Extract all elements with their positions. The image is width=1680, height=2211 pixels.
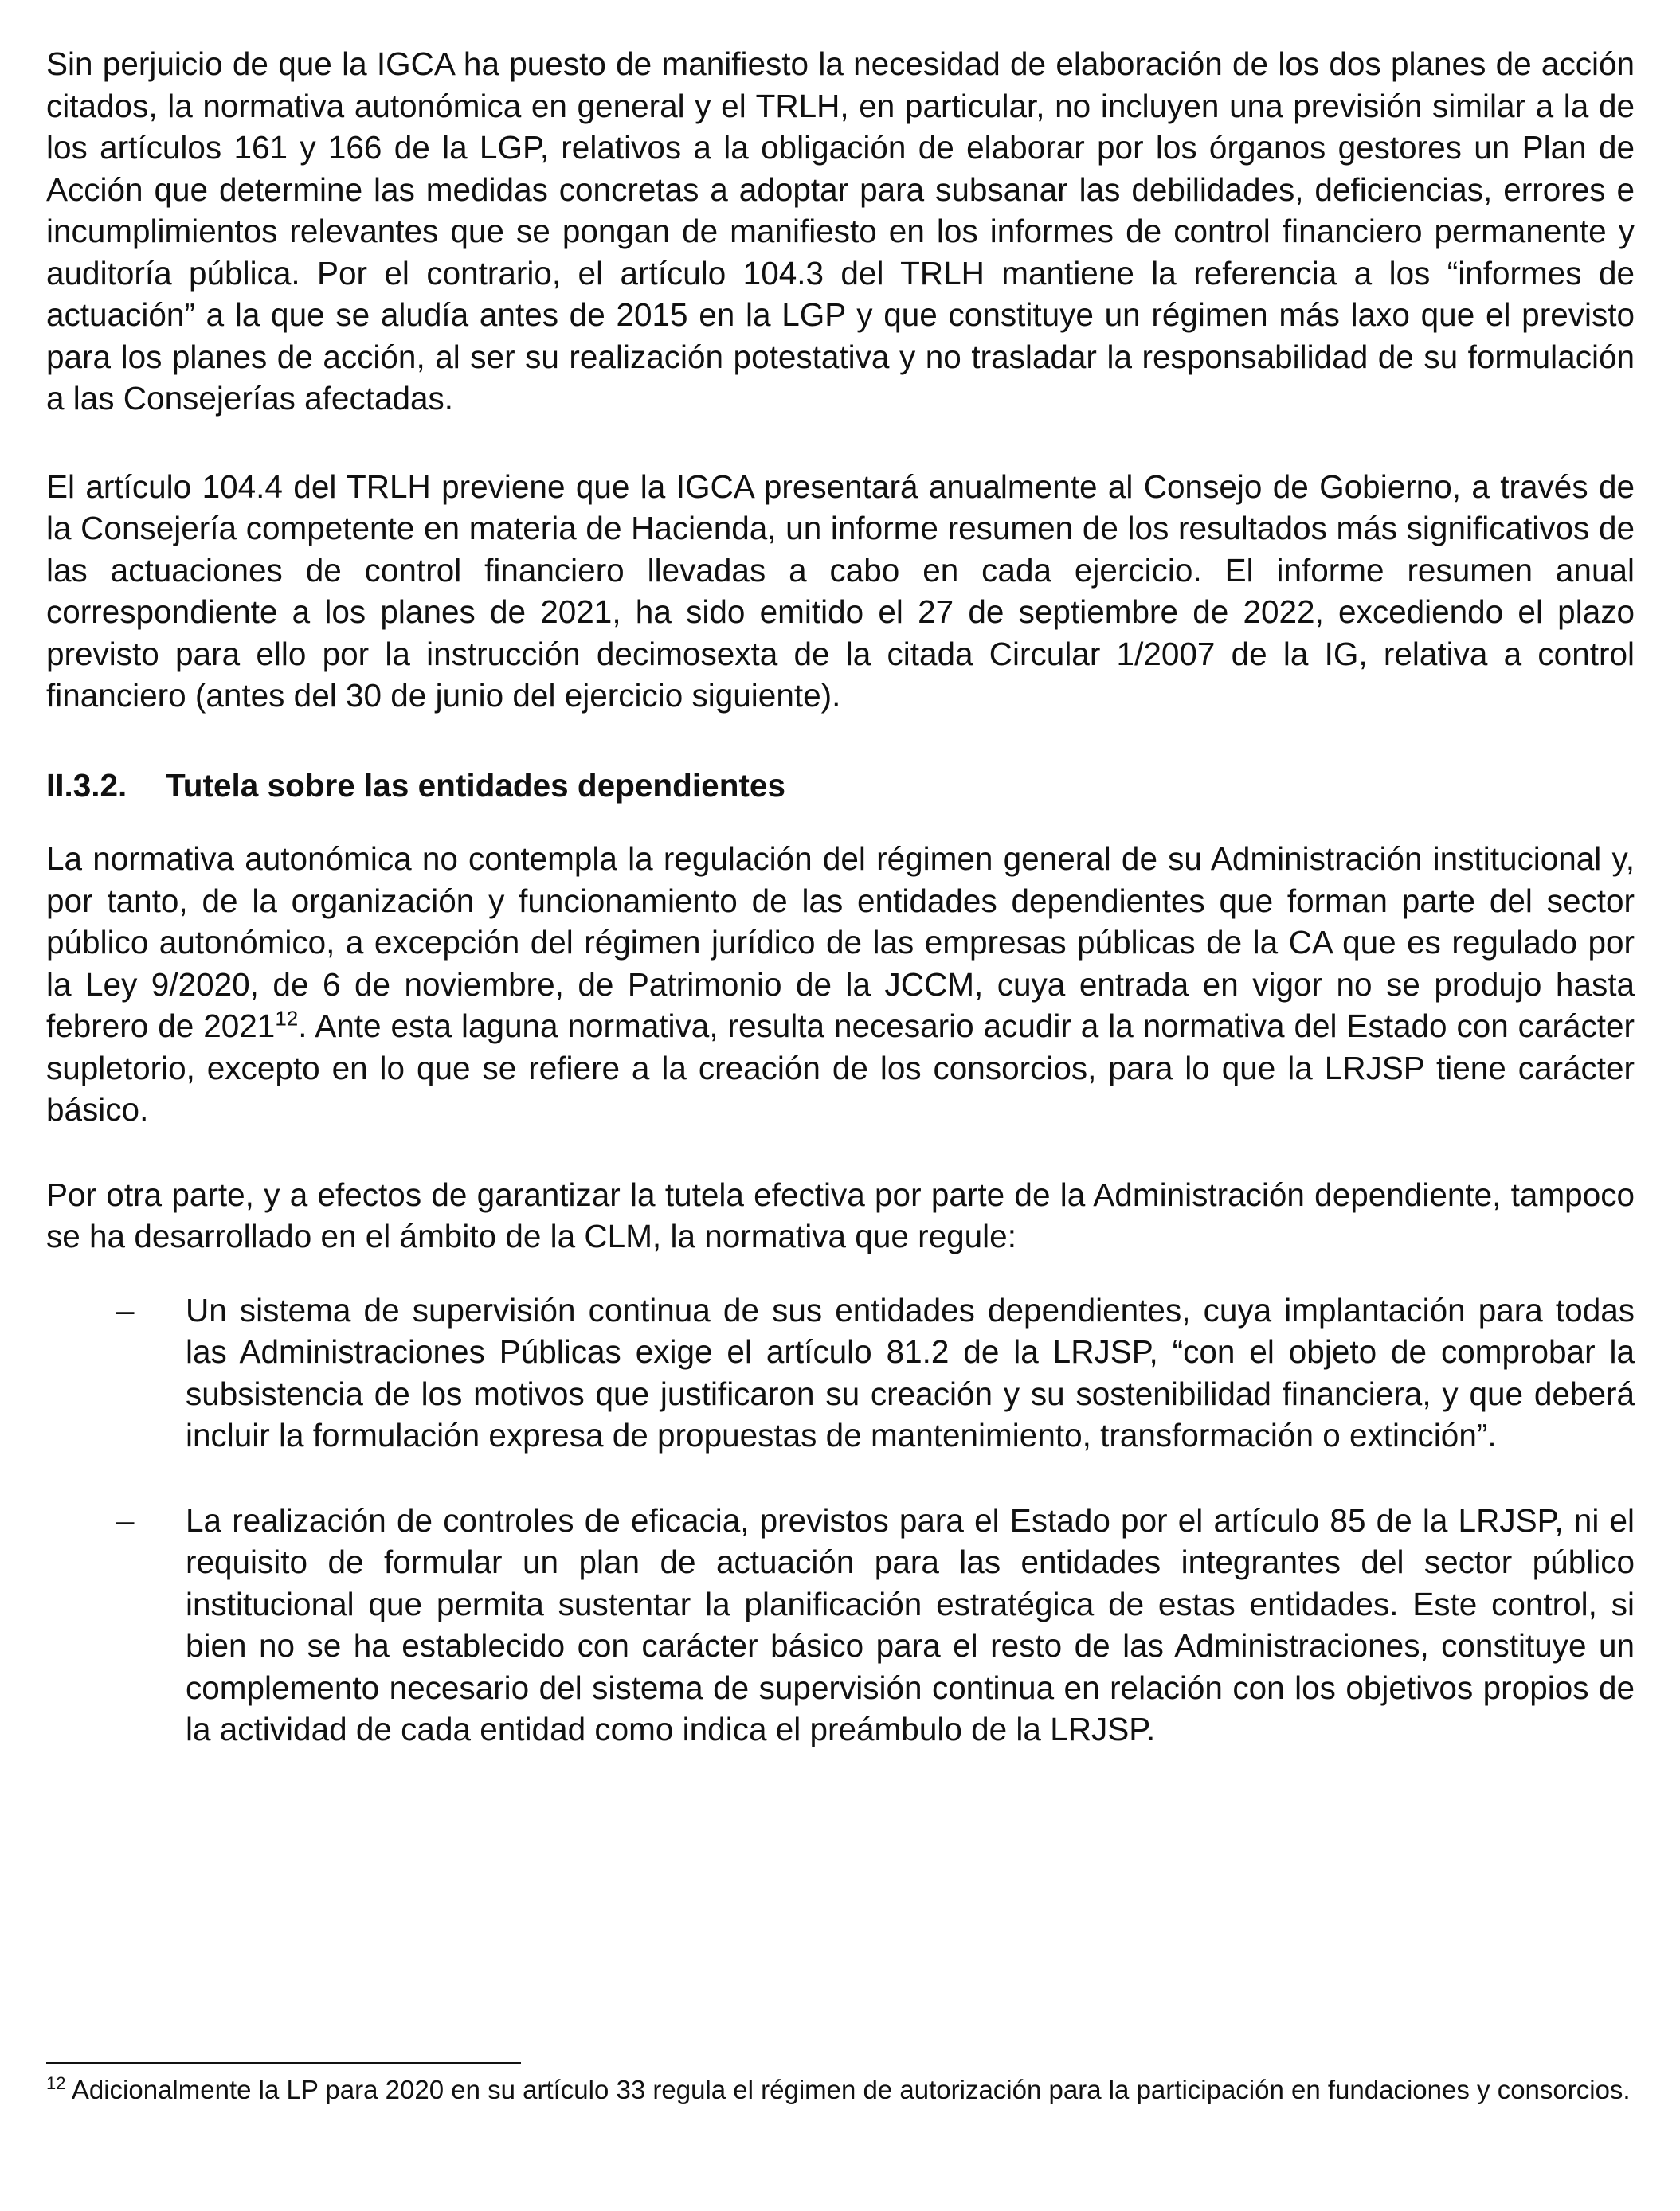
bullet-dash: – <box>116 1291 135 1329</box>
footnote-text: Adicionalmente la LP para 2020 en su artículo 33 regula el régimen de autorización para la participación en fundaciones y consorcios. <box>65 2075 1631 2104</box>
paragraph-tutela-efectiva: Por otra parte, y a efectos de garantizar la tutela efectiva por parte de la Administración dependiente, tampoco se ha desarrollado en el ámbito de la CLM, la normativa que regule: <box>46 1176 1635 1254</box>
list-item <box>46 1500 1635 1751</box>
section-number: II.3.2. <box>46 766 127 804</box>
section-title: Tutela sobre las entidades dependientes <box>166 766 785 804</box>
footnote-reference[interactable]: 12 <box>275 1006 299 1031</box>
list-item-text: Un sistema de supervisión continua de sus entidades dependientes, cuya implantación para todas las Administraciones Públicas exige el artículo 81.2 de la LRJSP, “con el objeto de comprobar la subsistencia de los motivos que justificaron su creación y su sostenibilidad financiera, y que deberá incluir la formulación expresa de propuestas de mantenimiento, transformación o extinción”. <box>186 1291 1635 1454</box>
section-heading <box>46 765 1635 807</box>
footnote-number: 12 <box>46 2073 66 2093</box>
paragraph-plan-de-accion: Sin perjuicio de que la IGCA ha puesto de manifiesto la necesidad de elaboración de los dos planes de acción citados, la normativa autonómica en general y el TRLH, en particular, no incluyen una previsión similar a la de los artículos 161 y 166 de la LGP, relativos a la obligación de elaborar por los órganos gestores un Plan de Acción que determine las medidas concretas a adoptar para subsanar las debilidades, deficiencias, errores e incumplimientos relevantes que se pongan de manifiesto en los informes de control financiero permanente y auditoría pública. Por el contrario, el artículo 104.3 del TRLH mantiene la referencia a los “informes de actuación” a la que se aludía antes de 2015 en la LGP y que constituye un régimen más laxo que el previsto para los planes de acción, al ser su realización potestativa y no trasladar la responsabilidad de su formulación a las Consejerías afectadas. <box>46 45 1635 417</box>
footnote-separator <box>46 2062 521 2064</box>
footnote <box>46 2072 1635 2107</box>
list-item <box>46 1289 1635 1457</box>
paragraph-text-before-ref: La normativa autonómica no contempla la regulación del régimen general de su Administración institucional y, por tanto, de la organización y funcionamiento de las entidades dependientes que forman parte del sector público autonómico, a excepción del régimen jurídico de las empresas públicas de la CA que es regulado por la Ley 9/2020, de 6 de noviembre, de Patrimonio de la JCCM, cuya entrada en vigor no se produjo hasta febrero de 2021 <box>46 840 1635 1044</box>
paragraph-text-after-ref: . Ante esta laguna normativa, resulta necesario acudir a la normativa del Estado con carácter supletorio, excepto en lo que se refiere a la creación de los consorcios, para lo que la LRJSP tiene carácter básico. <box>46 1008 1635 1128</box>
document-body <box>46 43 1635 1751</box>
bullet-dash: – <box>116 1501 135 1539</box>
paragraph-normativa-autonomica <box>46 838 1635 1131</box>
paragraph-informe-resumen: El artículo 104.4 del TRLH previene que la IGCA presentará anualmente al Consejo de Gobierno, a través de la Consejería competente en materia de Hacienda, un informe resumen de los resultados más significativos de las actuaciones de control financiero llevadas a cabo en cada ejercicio. El informe resumen anual correspondiente a los planes de 2021, ha sido emitido el 27 de septiembre de 2022, excediendo el plazo previsto para ello por la instrucción decimosexta de la citada Circular 1/2007 de la IG, relativa a control financiero (antes del 30 de junio del ejercicio siguiente). <box>46 468 1635 714</box>
list-item-text: La realización de controles de eficacia, previstos para el Estado por el artículo 85 de la LRJSP, ni el requisito de formular un plan de actuación para las entidades integrantes del sector público institucional que permita sustentar la planificación estratégica de estas entidades. Este control, si bien no se ha establecido con carácter básico para el resto de las Administraciones, constituye un complemento necesario del sistema de supervisión continua en relación con los objetivos propios de la actividad de cada entidad como indica el preámbulo de la LRJSP. <box>186 1501 1635 1747</box>
